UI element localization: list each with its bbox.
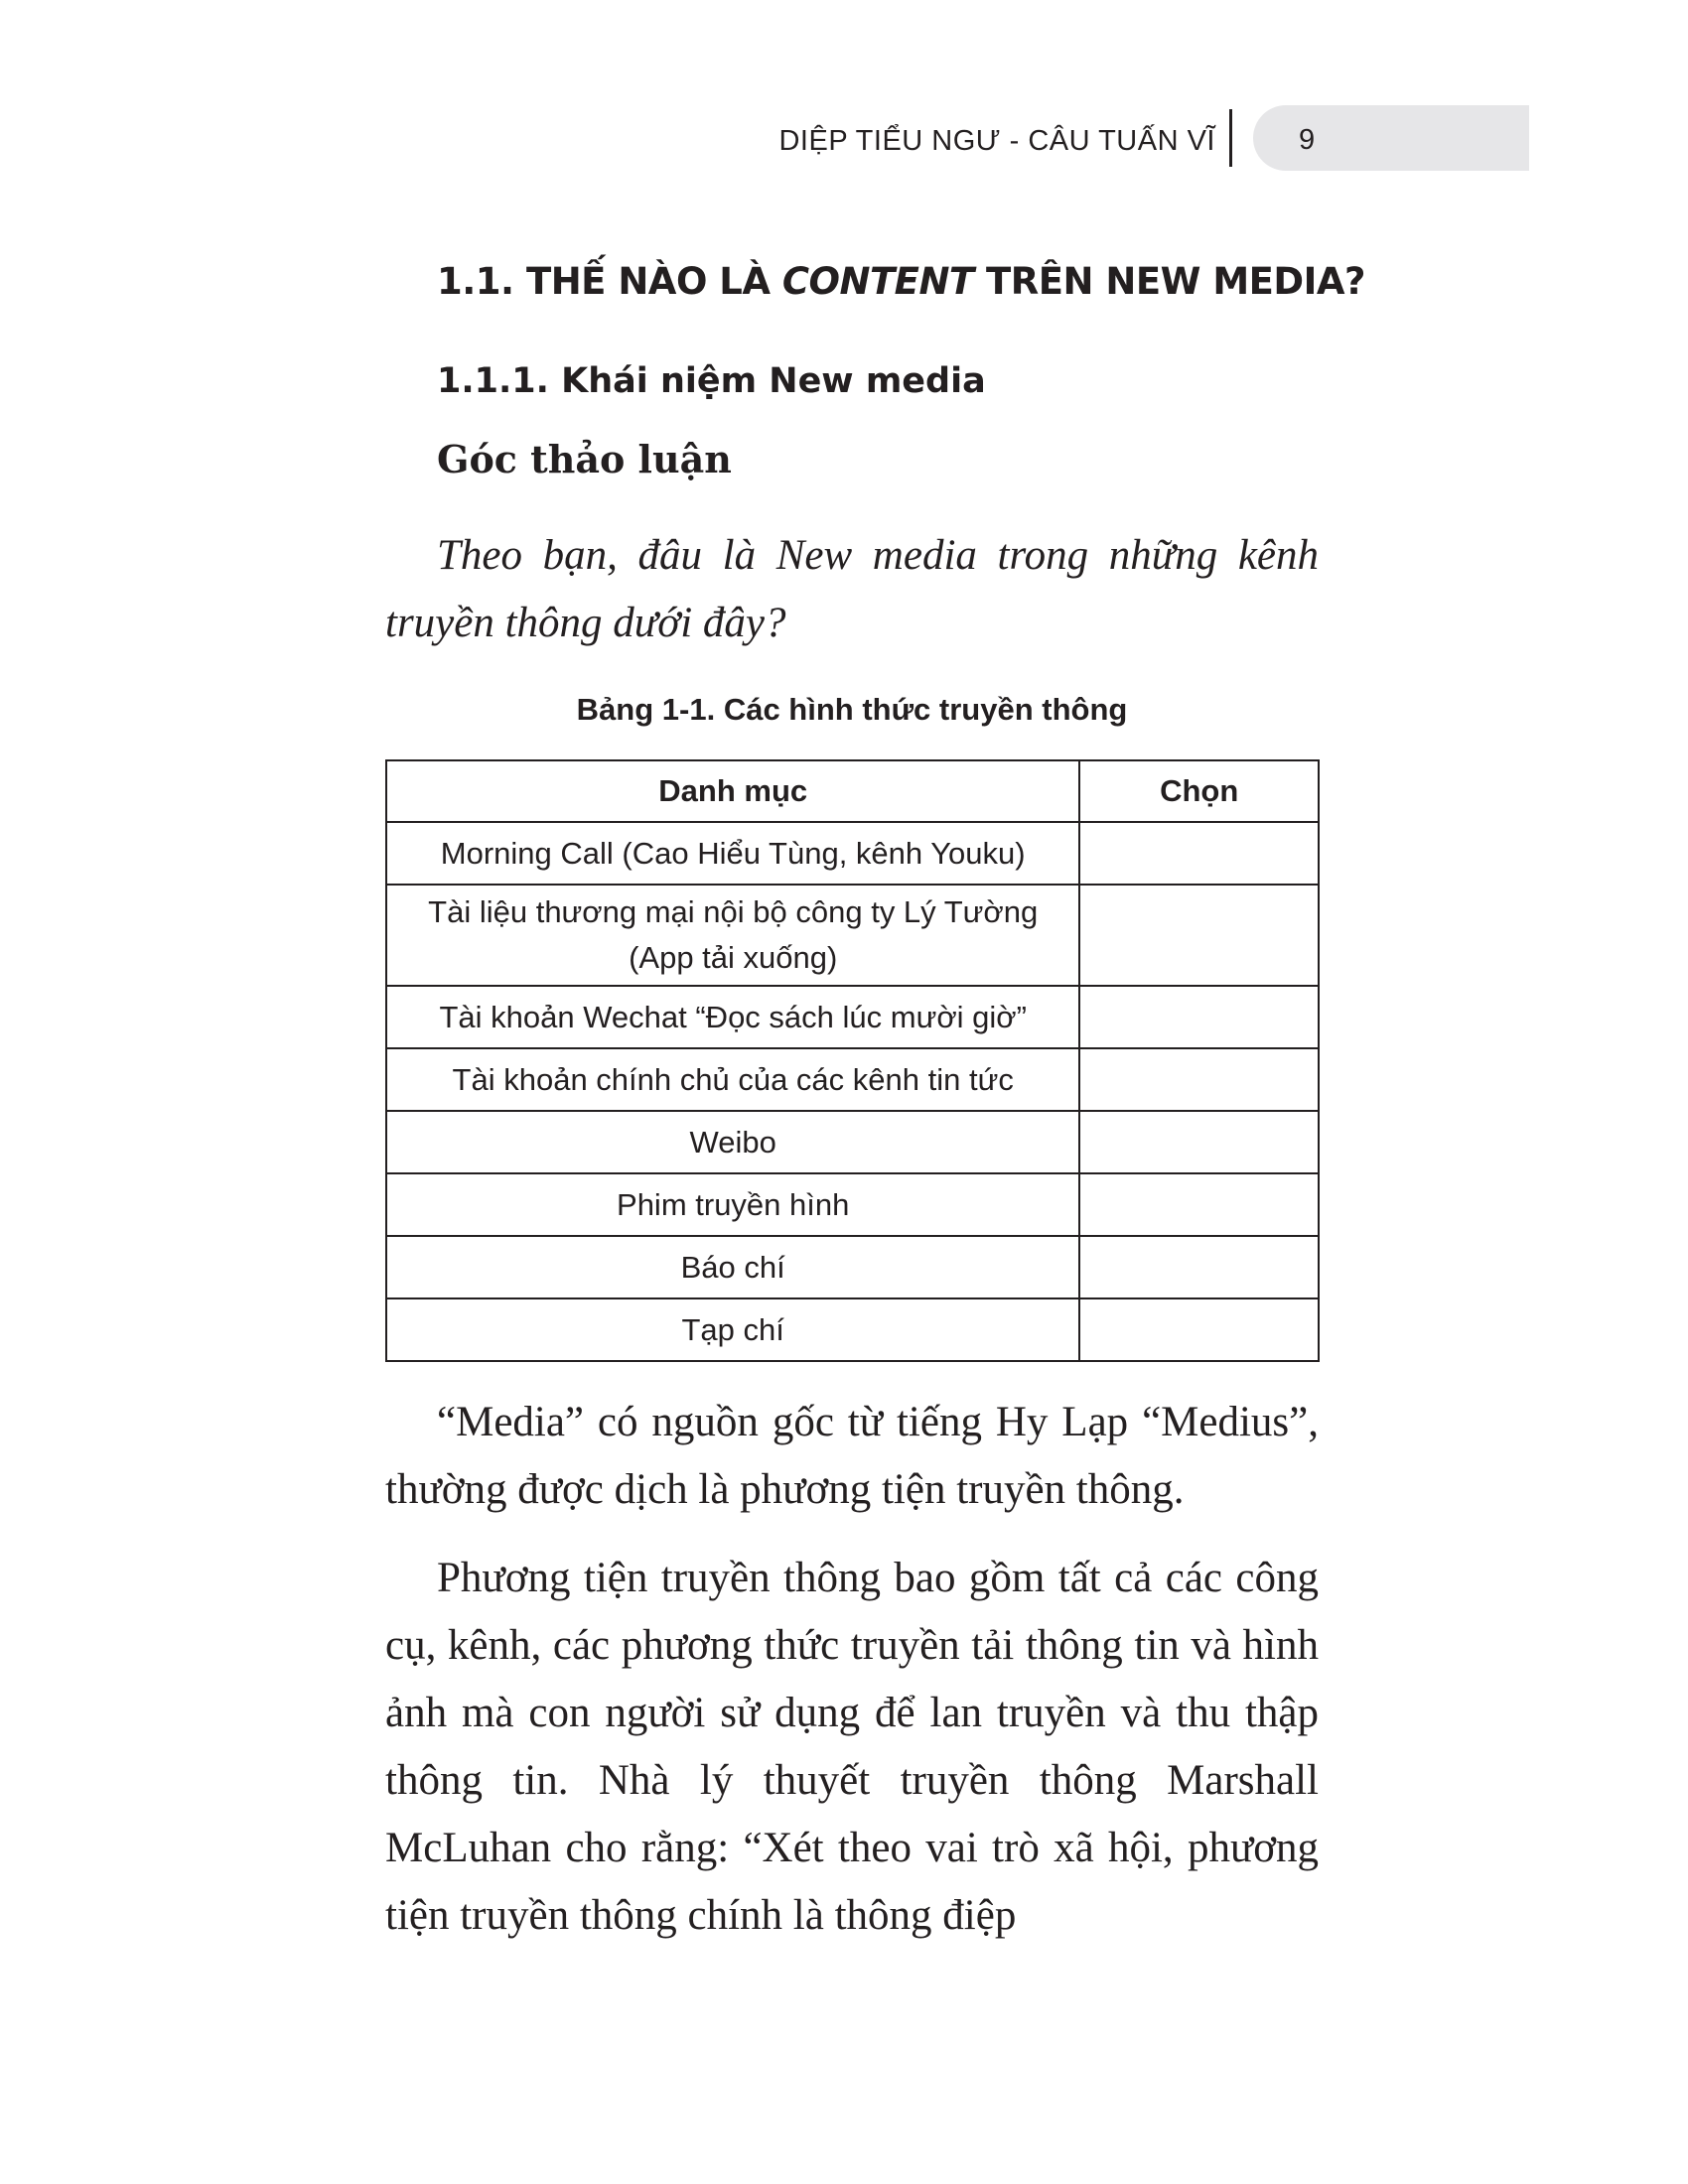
table-cell-item: Tài khoản chính chủ của các kênh tin tức [386,1048,1079,1111]
table-cell-item: Báo chí [386,1236,1079,1298]
table-row [386,1173,1319,1236]
table-header-row [386,760,1319,822]
page-number-tab [1253,105,1529,171]
table-cell-item [386,885,1079,986]
column-header-choice: Chọn [1079,760,1319,822]
table-cell-item: Weibo [386,1111,1079,1173]
header-authors: DIỆP TIỂU NGƯ - CÂU TUẤN VĨ [778,125,1215,157]
table-cell-item-line: (App tải xuống) [629,940,838,975]
header-divider [1229,109,1232,167]
table-cell-item: Tạp chí [386,1298,1079,1361]
page-number: 9 [1299,124,1316,156]
section-title [437,260,1365,303]
table-row [386,1236,1319,1298]
table-row [386,885,1319,986]
table-cell-choice[interactable] [1079,1048,1319,1111]
table-row [386,822,1319,885]
table-cell-choice[interactable] [1079,986,1319,1048]
table-cell-choice[interactable] [1079,1111,1319,1173]
table-cell-choice[interactable] [1079,1298,1319,1361]
body-paragraph: “Media” có nguồn gốc từ tiếng Hy Lạp “Medius”, thường được dịch là phương tiện truyền thông. [385,1399,1319,1513]
table-cell-choice[interactable] [1079,1173,1319,1236]
running-header [0,105,1688,171]
table-cell-choice[interactable] [1079,1236,1319,1298]
media-channels-table [385,759,1320,1362]
table-row [386,1111,1319,1173]
table-cell-choice[interactable] [1079,885,1319,986]
table-cell-item: Phim truyền hình [386,1173,1079,1236]
section-title-prefix: 1.1. THẾ NÀO LÀ [437,260,782,303]
subsection-title: 1.1.1. Khái niệm New media [437,361,986,401]
section-title-suffix: TRÊN NEW MEDIA? [973,260,1366,303]
discussion-heading: Góc thảo luận [437,437,732,481]
section-title-emphasis: CONTENT [781,260,974,303]
table-row [386,1298,1319,1361]
table-cell-choice[interactable] [1079,822,1319,885]
table-caption: Bảng 1-1. Các hình thức truyền thông [576,692,1128,727]
discussion-prompt: Theo bạn, đâu là New media trong những kênh truyền thông dưới đây? [385,532,1319,646]
table-row [386,986,1319,1048]
table-row [386,1048,1319,1111]
table-cell-item: Tài khoản Wechat “Đọc sách lúc mười giờ” [386,986,1079,1048]
table-cell-item-line: Tài liệu thương mại nội bộ công ty Lý Tường [428,894,1039,929]
column-header-category: Danh mục [386,760,1079,822]
table-cell-item: Morning Call (Cao Hiểu Tùng, kênh Youku) [386,822,1079,885]
body-paragraph: Phương tiện truyền thông bao gồm tất cả các công cụ, kênh, các phương thức truyền tải thông tin và hình ảnh mà con người sử dụng để lan truyền và thu thập thông tin. Nhà lý thuyết truyền thông Marshall McLuhan cho rằng: “Xét theo vai trò xã hội, phương tiện truyền thông chính là thông điệp [385,1555,1319,1939]
